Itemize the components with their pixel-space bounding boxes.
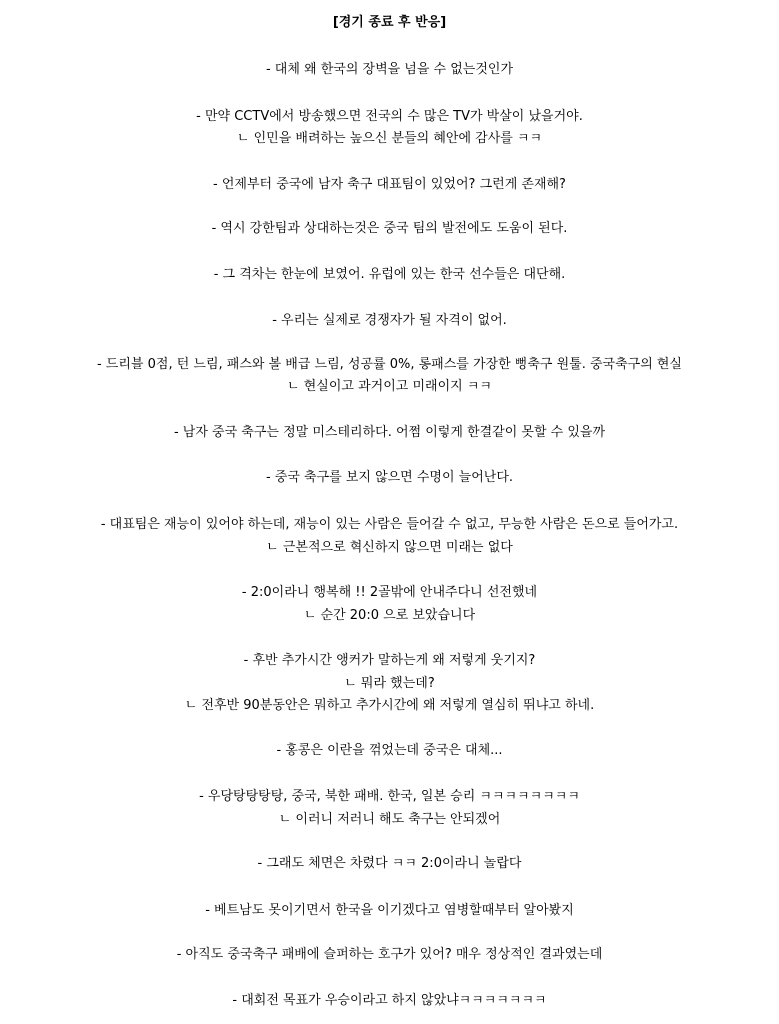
comment: - 역시 강한팀과 상대하는것은 중국 팀의 발전에도 도움이 된다. (211, 221, 568, 236)
comment: - 2:0이라니 행복해 !! 2골밖에 안내주다니 선전했네 (241, 585, 538, 600)
reply: ㄴ 뭐라 했는데? (344, 676, 435, 691)
comment: - 중국 축구를 보지 않으면 수명이 늘어난다. (265, 470, 514, 485)
reply: ㄴ 인민을 배려하는 높으신 분들의 혜안에 감사를 ㅋㅋ (236, 131, 543, 146)
comment: - 언제부터 중국에 남자 축구 대표팀이 있었어? 그런게 존재해? (213, 177, 566, 192)
comment: - 대체 왜 한국의 장벽을 넘을 수 없는것인가 (265, 62, 514, 77)
reply: ㄴ 전후반 90분동안은 뭐하고 추가시간에 왜 저렇게 열심히 뛰냐고 하네. (184, 698, 595, 713)
comment: - 그 격차는 한눈에 보였어. 유럽에 있는 한국 선수들은 대단해. (213, 267, 566, 282)
reply: ㄴ 근본적으로 혁신하지 않으면 미래는 없다 (266, 540, 513, 555)
comment: - 우리는 실제로 경쟁자가 될 자격이 없어. (272, 313, 507, 328)
comment: - 후반 추가시간 앵커가 말하는게 왜 저렇게 웃기지? (243, 653, 536, 668)
document-title: [경기 종료 후 반응] (332, 15, 447, 30)
reply: ㄴ 순간 20:0 으로 보았습니다 (303, 608, 476, 623)
comment: - 그래도 체면은 차렸다 ㅋㅋ 2:0이라니 놀랍다 (257, 856, 522, 871)
comment: - 대회전 목표가 우승이라고 하지 않았냐ㅋㅋㅋㅋㅋㅋㅋ (232, 993, 547, 1008)
comment: - 우당탕탕탕탕, 중국, 북한 패배. 한국, 일본 승리 ㅋㅋㅋㅋㅋㅋㅋㅋ (199, 789, 580, 804)
comment: - 홍콩은 이란을 꺾었는데 중국은 대체... (276, 743, 503, 758)
reply: ㄴ 이러니 저러니 해도 축구는 안되겠어 (278, 812, 501, 827)
comment: - 대표팀은 재능이 있어야 하는데, 재능이 있는 사람은 들어갈 수 없고, 무능한 사람은 돈으로 들어가고. (100, 517, 679, 532)
comment: - 남자 중국 축구는 정말 미스테리하다. 어쩜 이렇게 한결같이 못할 수 있을까 (173, 425, 606, 440)
comment: - 만약 CCTV에서 방송했으면 전국의 수 많은 TV가 박살이 났을거야. (196, 109, 583, 124)
comment: - 드리블 0점, 턴 느림, 패스와 볼 배급 느림, 성공률 0%, 롱패스를 가장한 뻥축구 원툴. 중국축구의 현실 (96, 357, 682, 372)
comment: - 베트남도 못이기면서 한국을 이기겠다고 염병할때부터 알아봤지 (205, 903, 574, 918)
comment: - 아직도 중국축구 패배에 슬퍼하는 호구가 있어? 매우 정상적인 결과였는데 (176, 947, 603, 962)
reply: ㄴ 현실이고 과거이고 미래이지 ㅋㅋ (287, 379, 492, 394)
